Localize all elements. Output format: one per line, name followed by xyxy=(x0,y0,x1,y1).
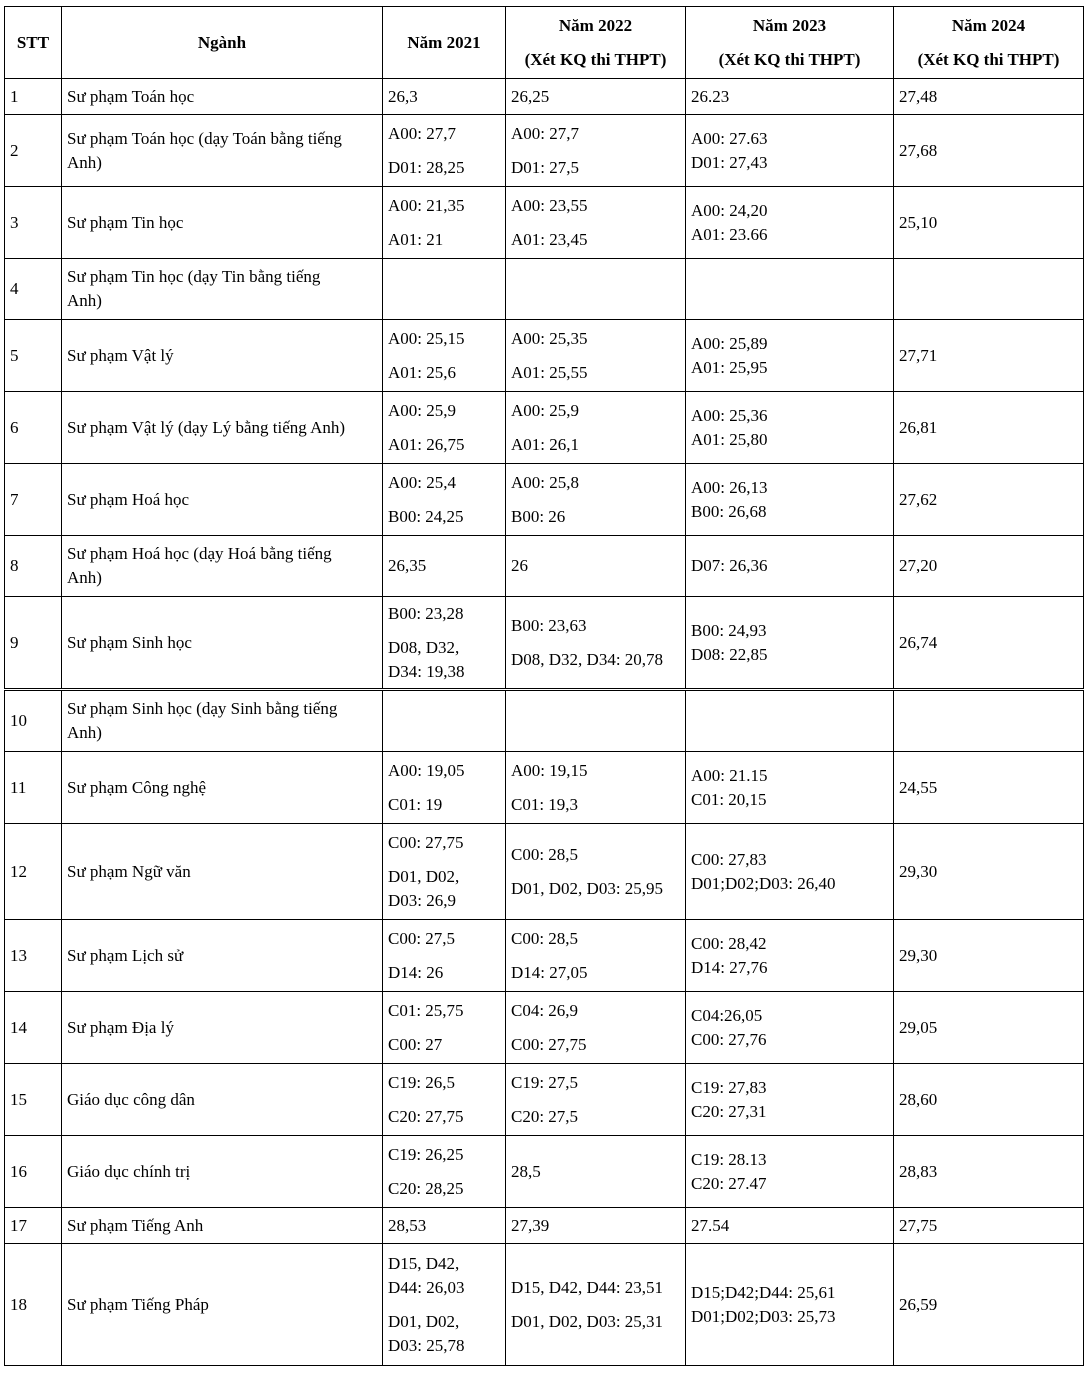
score-entry: C00: 27,83 xyxy=(691,849,767,869)
score-entry: D01, D02, D03: 25,95 xyxy=(511,878,664,898)
score-entry: 26 xyxy=(511,556,528,575)
score-entry: D01: 27,43 xyxy=(691,152,768,172)
score-entry: A00: 19,05 xyxy=(388,760,465,780)
header-2021: Năm 2021 xyxy=(383,7,506,79)
cell-y2023 xyxy=(686,752,894,824)
cell-y2021 xyxy=(383,187,506,259)
cell-y2021 xyxy=(383,597,506,689)
table-body-part-1 xyxy=(5,79,1084,689)
cell-y2022 xyxy=(506,597,686,689)
nganh-text: Sư phạm Sinh học xyxy=(67,632,192,652)
score-entry: A00: 25,35 xyxy=(511,328,588,348)
stt-value: 14 xyxy=(10,1017,27,1037)
score-entry: C20: 27,5 xyxy=(511,1106,579,1126)
cell-nganh xyxy=(62,320,383,392)
cell-y2023 xyxy=(686,79,894,115)
cell-y2021 xyxy=(383,115,506,187)
nganh-text: Sư phạm Sinh học (dạy Sinh bằng tiếng xyxy=(67,699,338,718)
header-stt: STT xyxy=(5,7,62,79)
score-entry: D01, D02, D03: 26,9 xyxy=(388,866,460,910)
cell-nganh xyxy=(62,920,383,992)
nganh-text: Sư phạm Công nghệ xyxy=(67,777,207,797)
table-row xyxy=(5,187,1084,259)
score-entry: D08, D32, D34: 20,78 xyxy=(511,649,664,669)
table-row xyxy=(5,392,1084,464)
cell-nganh xyxy=(62,1064,383,1136)
nganh-text: Anh) xyxy=(67,291,102,310)
score-entry: 26,35 xyxy=(388,556,427,575)
cell-stt xyxy=(5,115,62,187)
stt-value: 5 xyxy=(10,345,19,365)
stt-value: 13 xyxy=(10,945,27,965)
score-entry: A00: 26,13 xyxy=(691,477,768,497)
score-entry: A01: 23.66 xyxy=(691,224,768,244)
table-row xyxy=(5,115,1084,187)
scores-table xyxy=(4,6,1084,689)
score-entry: C20: 28,25 xyxy=(388,1178,464,1198)
score-entry: 27,39 xyxy=(511,1215,550,1235)
cell-stt xyxy=(5,187,62,259)
cell-y2022 xyxy=(506,259,686,320)
score-2024: 27,75 xyxy=(899,1215,938,1235)
cell-y2023 xyxy=(686,187,894,259)
cell-nganh xyxy=(62,536,383,597)
nganh-text: Sư phạm Địa lý xyxy=(67,1017,174,1037)
cell-nganh xyxy=(62,392,383,464)
score-2024: 27,20 xyxy=(899,556,938,575)
score-entry: C00: 27,75 xyxy=(511,1034,587,1054)
table-row xyxy=(5,1064,1084,1136)
cell-y2023 xyxy=(686,691,894,752)
score-entry: C04:26,05 xyxy=(691,1005,763,1025)
cell-y2022 xyxy=(506,992,686,1064)
table-row xyxy=(5,1136,1084,1208)
score-2024: 29,05 xyxy=(899,1017,938,1037)
cell-y2022 xyxy=(506,320,686,392)
table-row xyxy=(5,920,1084,992)
table-row xyxy=(5,752,1084,824)
table-row xyxy=(5,464,1084,536)
cell-nganh xyxy=(62,79,383,115)
nganh-text: Sư phạm Vật lý xyxy=(67,345,174,365)
cell-y2023 xyxy=(686,1244,894,1366)
score-entry: B00: 23,28 xyxy=(388,603,464,623)
score-entry: B00: 24,93 xyxy=(691,620,767,640)
table-row xyxy=(5,536,1084,597)
cell-y2021 xyxy=(383,1136,506,1208)
cell-y2024 xyxy=(894,1064,1084,1136)
cell-nganh xyxy=(62,187,383,259)
score-entry: C20: 27,31 xyxy=(691,1101,767,1121)
score-2024: 26,59 xyxy=(899,1294,938,1314)
score-entry: C01: 19,3 xyxy=(511,794,579,814)
table-body-part-2 xyxy=(5,691,1084,1366)
score-entry: A00: 27,7 xyxy=(388,123,456,143)
stt-value: 2 xyxy=(10,140,19,160)
nganh-text: Giáo dục công dân xyxy=(67,1089,195,1109)
cell-stt xyxy=(5,597,62,689)
cell-nganh xyxy=(62,597,383,689)
score-2024: 29,30 xyxy=(899,861,938,881)
nganh-text: Anh) xyxy=(67,723,102,742)
score-2024: 24,55 xyxy=(899,777,938,797)
score-entry: C00: 27 xyxy=(388,1034,443,1054)
cell-y2021 xyxy=(383,752,506,824)
nganh-text: Anh) xyxy=(67,152,102,172)
cell-y2023 xyxy=(686,464,894,536)
score-2024: 27,62 xyxy=(899,489,938,509)
cell-y2022 xyxy=(506,187,686,259)
cell-stt xyxy=(5,1064,62,1136)
cell-nganh xyxy=(62,1136,383,1208)
nganh-text: Sư phạm Tin học xyxy=(67,212,184,232)
cell-nganh xyxy=(62,259,383,320)
table-row xyxy=(5,824,1084,920)
cell-nganh xyxy=(62,992,383,1064)
cell-nganh xyxy=(62,464,383,536)
score-entry: A00: 24,20 xyxy=(691,200,768,220)
score-entry: C19: 28.13 xyxy=(691,1149,767,1169)
cell-y2022 xyxy=(506,79,686,115)
score-entry: C19: 27,83 xyxy=(691,1077,767,1097)
cell-y2022 xyxy=(506,691,686,752)
cell-y2023 xyxy=(686,824,894,920)
score-entry: D15, D42, D44: 23,51 xyxy=(511,1277,664,1297)
score-entry: A01: 26,1 xyxy=(511,434,579,454)
cell-stt xyxy=(5,1208,62,1244)
stt-value: 6 xyxy=(10,417,19,437)
score-entry: C00: 28,42 xyxy=(691,933,767,953)
cell-y2021 xyxy=(383,392,506,464)
cell-y2021 xyxy=(383,992,506,1064)
nganh-text: Sư phạm Lịch sử xyxy=(67,945,184,965)
score-entry: C00: 27,76 xyxy=(691,1029,767,1049)
cell-stt xyxy=(5,536,62,597)
cell-stt xyxy=(5,464,62,536)
score-entry: 26,25 xyxy=(511,86,550,106)
cell-y2021 xyxy=(383,79,506,115)
header-2022: Năm 2022 (Xét KQ thi THPT) xyxy=(506,7,686,79)
score-entry: A00: 25,36 xyxy=(691,405,768,425)
stt-value: 12 xyxy=(10,861,27,881)
cell-y2023 xyxy=(686,1136,894,1208)
score-entry: A00: 19,15 xyxy=(511,760,588,780)
cell-y2023 xyxy=(686,920,894,992)
header-nganh: Ngành xyxy=(62,7,383,79)
cell-y2023 xyxy=(686,320,894,392)
stt-value: 18 xyxy=(10,1294,27,1314)
nganh-text: Sư phạm Tiếng Anh xyxy=(67,1215,204,1235)
cell-y2022 xyxy=(506,1244,686,1366)
score-entry: A00: 21.15 xyxy=(691,765,768,785)
cell-y2024 xyxy=(894,79,1084,115)
nganh-text: Sư phạm Toán học (dạy Toán bằng tiếng xyxy=(67,128,342,148)
score-entry: D01, D02, D03: 25,31 xyxy=(511,1311,664,1331)
cell-stt xyxy=(5,752,62,824)
cell-y2024 xyxy=(894,691,1084,752)
score-entry: B00: 26,68 xyxy=(691,501,767,521)
score-2024: 27,71 xyxy=(899,345,938,365)
nganh-text: Sư phạm Hoá học xyxy=(67,489,190,509)
score-2024: 25,10 xyxy=(899,212,938,232)
score-entry: D15;D42;D44: 25,61 xyxy=(691,1282,836,1302)
table-row xyxy=(5,691,1084,752)
score-entry: A01: 25,55 xyxy=(511,362,588,382)
score-entry: D01: 28,25 xyxy=(388,157,465,177)
score-entry: C00: 28,5 xyxy=(511,844,579,864)
score-2024: 28,83 xyxy=(899,1161,938,1181)
cell-stt xyxy=(5,992,62,1064)
score-entry: C01: 25,75 xyxy=(388,1000,464,1020)
cell-y2024 xyxy=(894,920,1084,992)
stt-value: 15 xyxy=(10,1089,27,1109)
score-2024: 26,81 xyxy=(899,417,938,437)
stt-value: 4 xyxy=(10,279,19,298)
cell-y2022 xyxy=(506,1064,686,1136)
cell-nganh xyxy=(62,691,383,752)
score-entry: A01: 26,75 xyxy=(388,434,465,454)
nganh-text: Anh) xyxy=(67,568,102,587)
cell-y2024 xyxy=(894,824,1084,920)
score-2024: 27,68 xyxy=(899,140,938,160)
cell-y2024 xyxy=(894,392,1084,464)
score-entry: A00: 25,15 xyxy=(388,328,465,348)
score-entry: B00: 26 xyxy=(511,506,566,526)
cell-y2022 xyxy=(506,1136,686,1208)
cell-y2024 xyxy=(894,1244,1084,1366)
score-entry: A01: 25,80 xyxy=(691,429,768,449)
score-entry: A00: 27,7 xyxy=(511,123,579,143)
cell-y2024 xyxy=(894,320,1084,392)
score-2024: 29,30 xyxy=(899,945,938,965)
cell-y2023 xyxy=(686,597,894,689)
score-entry: C19: 26,25 xyxy=(388,1144,464,1164)
cell-y2024 xyxy=(894,992,1084,1064)
stt-value: 1 xyxy=(10,86,19,106)
score-entry: A00: 25,4 xyxy=(388,472,456,492)
cell-y2021 xyxy=(383,320,506,392)
cell-stt xyxy=(5,920,62,992)
score-entry: A01: 25,6 xyxy=(388,362,456,382)
score-entry: D08: 22,85 xyxy=(691,644,768,664)
score-entry: C04: 26,9 xyxy=(511,1000,579,1020)
cell-y2022 xyxy=(506,1208,686,1244)
cell-y2022 xyxy=(506,920,686,992)
score-entry: A00: 25,9 xyxy=(388,400,456,420)
cell-y2024 xyxy=(894,536,1084,597)
cell-y2024 xyxy=(894,187,1084,259)
score-entry: D08, D32, D34: 19,38 xyxy=(388,637,465,681)
score-entry: C00: 28,5 xyxy=(511,928,579,948)
score-entry: C19: 26,5 xyxy=(388,1072,456,1092)
cell-stt xyxy=(5,259,62,320)
cell-y2022 xyxy=(506,115,686,187)
cell-y2024 xyxy=(894,597,1084,689)
cell-stt xyxy=(5,79,62,115)
cell-y2023 xyxy=(686,1208,894,1244)
stt-value: 3 xyxy=(10,212,19,232)
cell-nganh xyxy=(62,1208,383,1244)
stt-value: 7 xyxy=(10,489,19,509)
score-entry: 27.54 xyxy=(691,1215,730,1235)
cell-y2021 xyxy=(383,1208,506,1244)
cell-nganh xyxy=(62,824,383,920)
cell-nganh xyxy=(62,1244,383,1366)
score-entry: D14: 27,76 xyxy=(691,957,768,977)
nganh-text: Sư phạm Tin học (dạy Tin bằng tiếng xyxy=(67,267,321,286)
cell-nganh xyxy=(62,752,383,824)
score-entry: D07: 26,36 xyxy=(691,556,768,575)
nganh-text: Sư phạm Ngữ văn xyxy=(67,861,191,881)
score-entry: D01: 27,5 xyxy=(511,157,579,177)
score-entry: D14: 26 xyxy=(388,962,444,982)
cell-y2024 xyxy=(894,1208,1084,1244)
score-entry: A00: 23,55 xyxy=(511,195,588,215)
score-entry: C00: 27,75 xyxy=(388,832,464,852)
stt-value: 17 xyxy=(10,1215,27,1235)
cell-stt xyxy=(5,1136,62,1208)
table-row xyxy=(5,320,1084,392)
score-entry: D14: 27,05 xyxy=(511,962,588,982)
table-row xyxy=(5,1244,1084,1366)
header-2024: Năm 2024 (Xét KQ thi THPT) xyxy=(894,7,1084,79)
cell-y2021 xyxy=(383,691,506,752)
nganh-text: Giáo dục chính trị xyxy=(67,1161,191,1181)
score-entry: A00: 27.63 xyxy=(691,128,768,148)
score-entry: A01: 23,45 xyxy=(511,229,588,249)
score-2024: 28,60 xyxy=(899,1089,938,1109)
score-entry: C20: 27.47 xyxy=(691,1173,767,1193)
stt-value: 8 xyxy=(10,556,19,575)
score-entry: C01: 20,15 xyxy=(691,789,767,809)
cell-nganh xyxy=(62,115,383,187)
cell-y2021 xyxy=(383,536,506,597)
score-entry: 26,3 xyxy=(388,86,418,106)
score-entry: C00: 27,5 xyxy=(388,928,456,948)
cell-y2022 xyxy=(506,536,686,597)
score-entry: C01: 19 xyxy=(388,794,443,814)
header-row xyxy=(5,7,1084,79)
cell-y2024 xyxy=(894,259,1084,320)
score-entry: D01;D02;D03: 26,40 xyxy=(691,873,836,893)
nganh-text: Sư phạm Hoá học (dạy Hoá bằng tiếng xyxy=(67,544,332,563)
table-row xyxy=(5,992,1084,1064)
score-entry: A00: 21,35 xyxy=(388,195,465,215)
table-row xyxy=(5,259,1084,320)
cell-y2024 xyxy=(894,1136,1084,1208)
score-entry: A00: 25,89 xyxy=(691,333,768,353)
cell-y2024 xyxy=(894,752,1084,824)
score-2024: 26,74 xyxy=(899,632,938,652)
score-2024: 27,48 xyxy=(899,86,938,106)
header-2023: Năm 2023 (Xét KQ thi THPT) xyxy=(686,7,894,79)
scores-table-continued xyxy=(4,690,1084,1366)
nganh-text: Sư phạm Toán học xyxy=(67,86,195,106)
stt-value: 16 xyxy=(10,1161,27,1181)
score-entry: A01: 21 xyxy=(388,229,444,249)
cell-stt xyxy=(5,392,62,464)
cell-y2024 xyxy=(894,464,1084,536)
table-row xyxy=(5,79,1084,115)
score-entry: C20: 27,75 xyxy=(388,1106,464,1126)
table-row xyxy=(5,1208,1084,1244)
cell-y2021 xyxy=(383,824,506,920)
score-entry: D15, D42, D44: 26,03 xyxy=(388,1253,465,1297)
nganh-text: Sư phạm Tiếng Pháp xyxy=(67,1294,209,1314)
cell-stt xyxy=(5,824,62,920)
cell-y2022 xyxy=(506,752,686,824)
cell-y2023 xyxy=(686,992,894,1064)
score-entry: D01;D02;D03: 25,73 xyxy=(691,1306,836,1326)
stt-value: 10 xyxy=(10,711,27,730)
score-entry: A00: 25,8 xyxy=(511,472,579,492)
cell-y2023 xyxy=(686,536,894,597)
cell-y2021 xyxy=(383,259,506,320)
score-entry: D01, D02, D03: 25,78 xyxy=(388,1311,465,1355)
cell-y2023 xyxy=(686,259,894,320)
cell-y2023 xyxy=(686,1064,894,1136)
cell-y2022 xyxy=(506,392,686,464)
table-row xyxy=(5,597,1084,689)
score-entry: 28,53 xyxy=(388,1215,427,1235)
score-entry: 28,5 xyxy=(511,1161,541,1181)
cell-y2022 xyxy=(506,464,686,536)
score-entry: C19: 27,5 xyxy=(511,1072,579,1092)
score-entry: B00: 23,63 xyxy=(511,615,587,635)
cell-y2023 xyxy=(686,392,894,464)
cell-stt xyxy=(5,320,62,392)
cell-y2022 xyxy=(506,824,686,920)
cell-y2024 xyxy=(894,115,1084,187)
cell-stt xyxy=(5,1244,62,1366)
score-entry: B00: 24,25 xyxy=(388,506,464,526)
score-entry: 26.23 xyxy=(691,86,730,106)
cell-y2021 xyxy=(383,464,506,536)
cell-y2021 xyxy=(383,1244,506,1366)
nganh-text: Sư phạm Vật lý (dạy Lý bằng tiếng Anh) xyxy=(67,417,346,437)
cell-y2021 xyxy=(383,920,506,992)
score-entry: A00: 25,9 xyxy=(511,400,579,420)
stt-value: 9 xyxy=(10,632,19,652)
cell-y2021 xyxy=(383,1064,506,1136)
cell-stt xyxy=(5,691,62,752)
cell-y2023 xyxy=(686,115,894,187)
score-entry: A01: 25,95 xyxy=(691,357,768,377)
stt-value: 11 xyxy=(10,777,27,797)
